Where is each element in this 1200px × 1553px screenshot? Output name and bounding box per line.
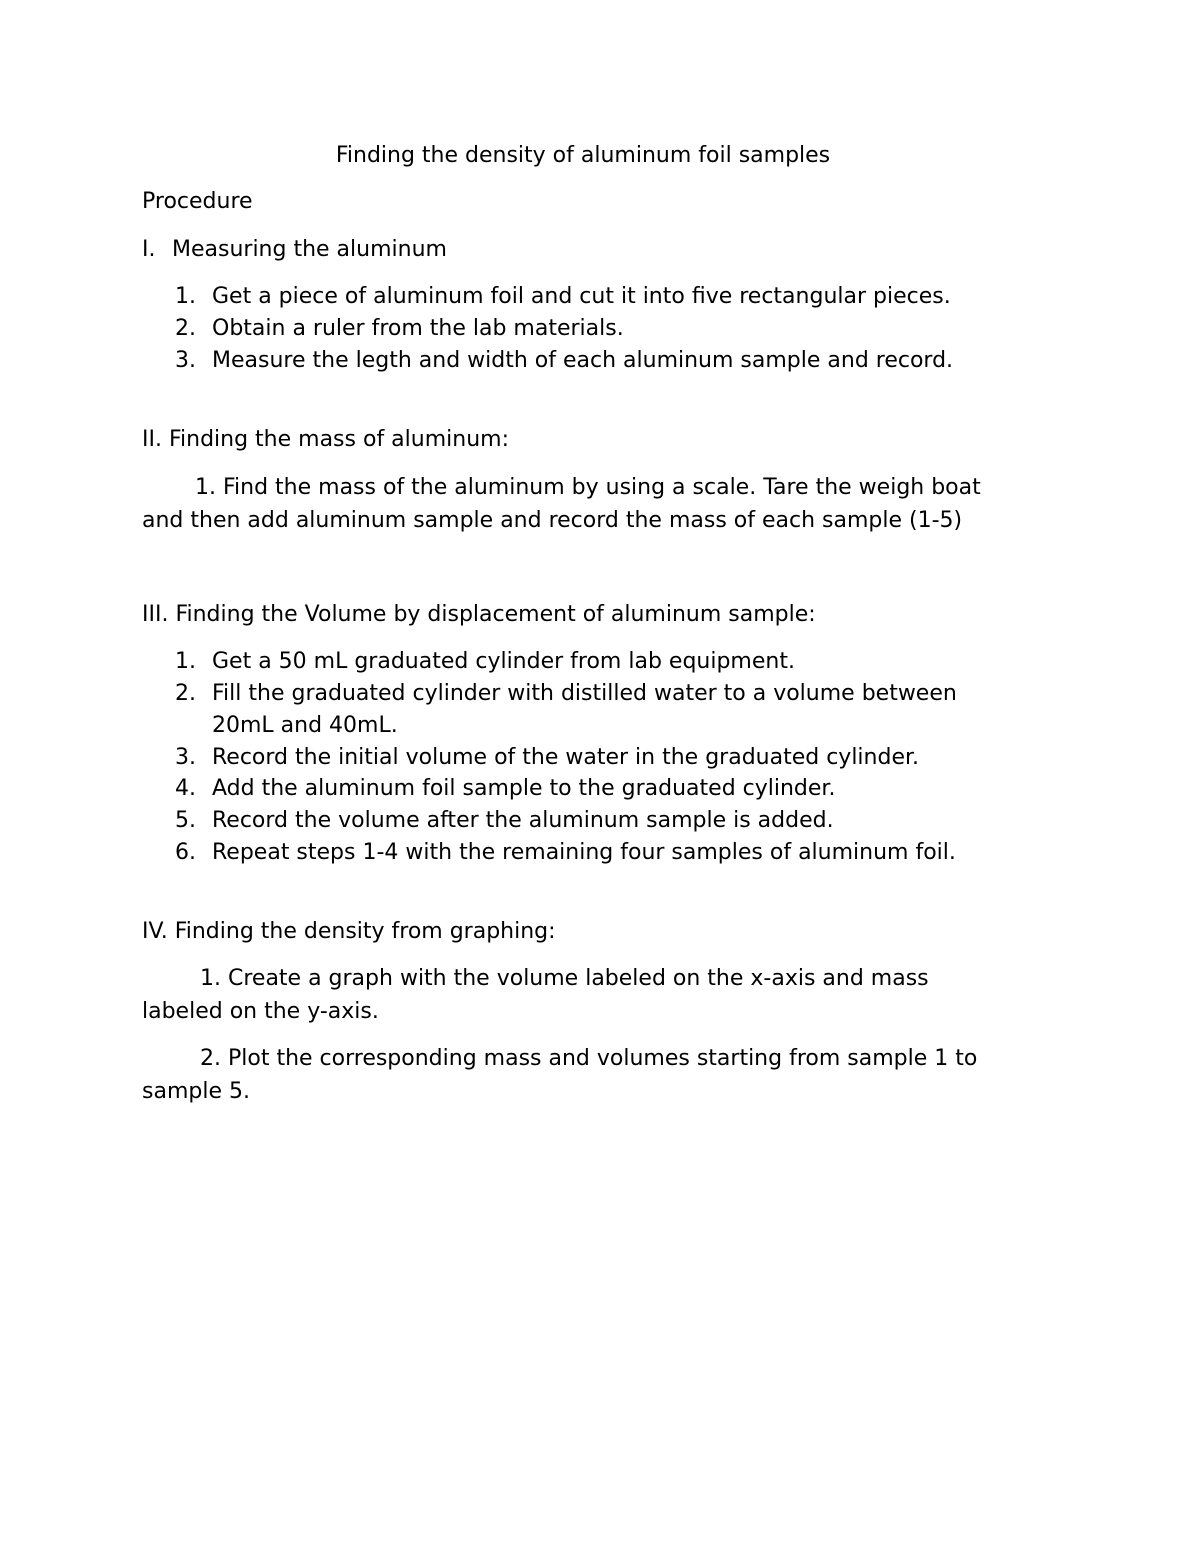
paragraph-line: labeled on the y-axis.: [142, 999, 379, 1024]
list-item: Repeat steps 1-4 with the remaining four samples of aluminum foil.: [212, 840, 956, 865]
list-number: 3.: [175, 348, 196, 373]
list-item-continuation: 20mL and 40mL.: [212, 713, 398, 738]
list-number: 2.: [175, 316, 196, 341]
list-number: 4.: [175, 776, 196, 801]
list-item: Get a 50 mL graduated cylinder from lab equipment.: [212, 649, 795, 674]
list-number: 1.: [175, 284, 196, 309]
paragraph-line: 1. Find the mass of the aluminum by using a scale. Tare the weigh boat: [195, 475, 981, 500]
section-4-heading: IV. Finding the density from graphing:: [142, 919, 556, 944]
section-1-number: I.: [142, 237, 156, 262]
paragraph-line: and then add aluminum sample and record the mass of each sample (1-5): [142, 508, 963, 533]
list-item: Record the initial volume of the water in the graduated cylinder.: [212, 745, 920, 770]
list-item: Obtain a ruler from the lab materials.: [212, 316, 624, 341]
list-item: Add the aluminum foil sample to the graduated cylinder.: [212, 776, 836, 801]
list-item: Fill the graduated cylinder with distilled water to a volume between: [212, 681, 957, 706]
list-item: Record the volume after the aluminum sample is added.: [212, 808, 834, 833]
list-item: Measure the legth and width of each aluminum sample and record.: [212, 348, 954, 373]
paragraph-line: sample 5.: [142, 1079, 250, 1104]
document-title: Finding the density of aluminum foil samples: [335, 143, 831, 168]
paragraph-line: 1. Create a graph with the volume labeled on the x-axis and mass: [200, 966, 929, 991]
list-item: Get a piece of aluminum foil and cut it into five rectangular pieces.: [212, 284, 951, 309]
section-2-heading: II. Finding the mass of aluminum:: [142, 427, 509, 452]
list-number: 2.: [175, 681, 196, 706]
procedure-label: Procedure: [142, 189, 253, 214]
list-number: 1.: [175, 649, 196, 674]
paragraph-line: 2. Plot the corresponding mass and volumes starting from sample 1 to: [200, 1046, 978, 1071]
section-1-heading: Measuring the aluminum: [172, 237, 447, 262]
section-3-heading: III. Finding the Volume by displacement of aluminum sample:: [142, 602, 816, 627]
list-number: 6.: [175, 840, 196, 865]
list-number: 5.: [175, 808, 196, 833]
list-number: 3.: [175, 745, 196, 770]
